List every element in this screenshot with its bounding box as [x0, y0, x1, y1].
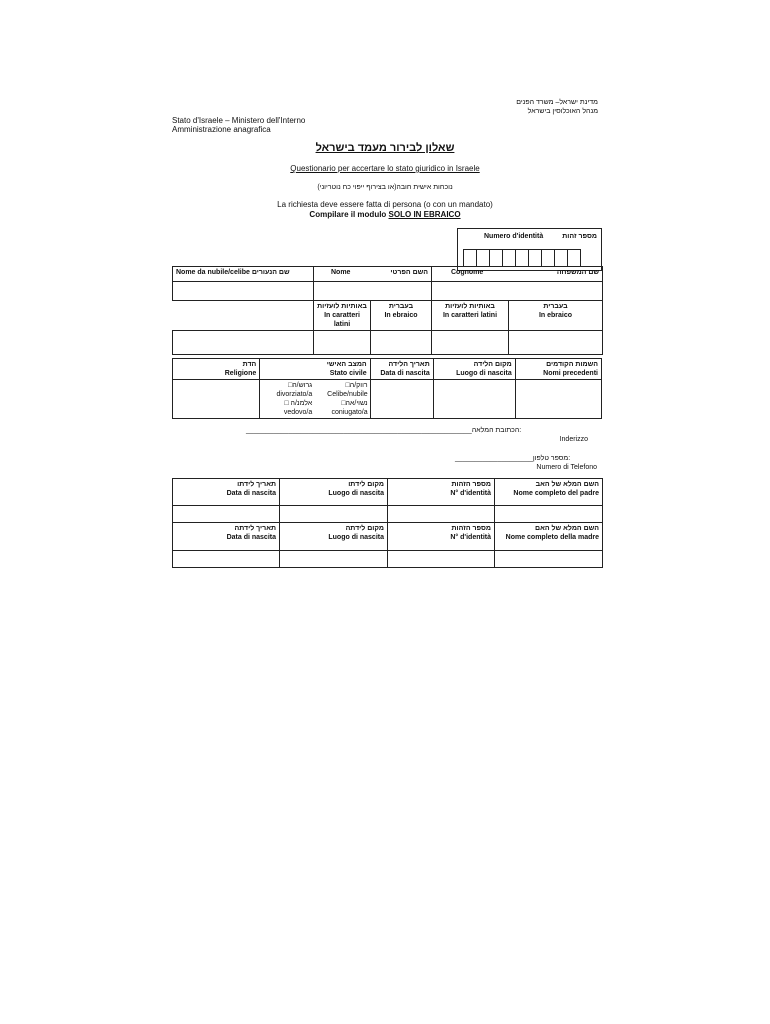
father-birth-place-header: מקום לידתו Luogo di nascita: [280, 479, 388, 506]
mother-birth-date-field[interactable]: [173, 551, 280, 568]
first-name-header: Nome השם הפרטי: [314, 267, 432, 282]
title-italian: Questionario per accertare lo stato giuridico in Israele: [290, 164, 480, 173]
married-checkbox[interactable]: □נשוי/אה: [341, 400, 368, 407]
divorced-checkbox[interactable]: □גרוש/ה: [288, 382, 313, 389]
id-digit-field[interactable]: [502, 249, 516, 267]
header-hebrew: [440, 98, 598, 116]
mother-table: [172, 522, 603, 568]
address-label-it: Inderizzo: [559, 436, 588, 443]
last-hebrew-header: בעברית In ebraico: [509, 301, 603, 331]
father-birth-place-field[interactable]: [280, 506, 388, 523]
header-italian: [172, 116, 372, 134]
widowed-checkbox[interactable]: □ אלמנ/ה: [284, 400, 313, 407]
previous-names-header: השמות הקודמים Nomi precedenti: [515, 359, 601, 380]
widowed-label: vedovo/a: [283, 409, 313, 416]
first-hebrew-header: בעברית In ebraico: [371, 301, 432, 331]
note-italian: La richiesta deve essere fatta di persona (o con un mandato): [277, 200, 493, 209]
birth-date-header: תאריך הלידה Data di nascita: [370, 359, 433, 380]
mother-id-field[interactable]: [388, 551, 495, 568]
last-name-field[interactable]: [432, 282, 603, 301]
id-digit-field[interactable]: [541, 249, 555, 267]
last-latin-field[interactable]: [432, 331, 509, 355]
first-hebrew-field[interactable]: [371, 331, 432, 355]
single-checkbox[interactable]: □רווק/ה: [345, 382, 368, 389]
phone-label-he: מספר טלפון:: [532, 455, 571, 462]
instruction-emph: SOLO IN EBRAICO: [388, 210, 461, 219]
last-hebrew-field[interactable]: [509, 331, 603, 355]
mother-name-field[interactable]: [495, 551, 603, 568]
note-hebrew: נוכחות אישית חובה(או בצירוף ייפוי כח נוטריוני): [317, 184, 453, 191]
id-digit-field[interactable]: [476, 249, 490, 267]
address-label-he: הכתובת המלאה:: [471, 427, 522, 434]
phone-label-it: Numero di Telefono: [536, 464, 597, 471]
names-table: [172, 266, 603, 355]
header-it-line2: Amministrazione anagrafica: [172, 125, 271, 134]
id-digit-field[interactable]: [567, 249, 581, 267]
id-digit-field[interactable]: [528, 249, 542, 267]
mother-name-header: השם המלא של האם Nome completo della madre: [495, 523, 603, 551]
mother-id-header: מספר הזהות N° d'identità: [388, 523, 495, 551]
header-he-line2: מנהל האוכלוסין בישראל: [527, 108, 598, 115]
married-label: coniugato/a: [331, 409, 368, 416]
birth-date-field[interactable]: [370, 380, 433, 419]
mother-birth-place-header: מקום לידתה Luogo di nascita: [280, 523, 388, 551]
divorced-label: divorziato/a: [276, 391, 313, 398]
father-birth-date-header: תאריך לידתו Data di nascita: [173, 479, 280, 506]
maiden-name-field[interactable]: [173, 282, 314, 301]
first-name-field[interactable]: [314, 282, 432, 301]
birth-place-field[interactable]: [433, 380, 515, 419]
id-label-he: מספר זהות: [562, 233, 597, 240]
religion-field[interactable]: [173, 380, 260, 419]
id-number-box: [457, 228, 602, 271]
last-latin-header: באותיות לועזיות In caratteri latini: [432, 301, 509, 331]
single-label: Celibe/nubile: [327, 391, 368, 398]
header-it-line1: Stato d'Israele – Ministero dell'Interno: [172, 116, 306, 125]
previous-names-field[interactable]: [515, 380, 601, 419]
id-digit-field[interactable]: [515, 249, 529, 267]
father-name-header: השם המלא של האב Nome completo del padre: [495, 479, 603, 506]
header-he-line1: מדינת ישראל– משרד הפנים: [516, 99, 598, 106]
phone-line[interactable]: ____________________מספר טלפון:: [455, 455, 571, 462]
first-latin-field[interactable]: [314, 331, 371, 355]
father-id-header: מספר הזהות N° d'identità: [388, 479, 495, 506]
id-digit-field[interactable]: [463, 249, 477, 267]
instruction-prefix: Compilare il modulo: [309, 210, 389, 219]
maiden-name-header: Nome da nubile/celibe שם הנעורים: [173, 267, 314, 282]
first-latin-header: באותיות לועזיות In caratteri latini: [314, 301, 371, 331]
last-name-header: Cognome שם המשפחה: [432, 267, 603, 282]
mother-birth-date-header: תאריך לידתה Data di nascita: [173, 523, 280, 551]
religion-header: הדת Religione: [173, 359, 260, 380]
mother-birth-place-field[interactable]: [280, 551, 388, 568]
maiden-name-field-extra[interactable]: [173, 331, 314, 355]
civil-status-options: [260, 380, 370, 419]
father-id-field[interactable]: [388, 506, 495, 523]
father-birth-date-field[interactable]: [173, 506, 280, 523]
title-hebrew: שאלון לבירור מעמד בישראל: [315, 142, 455, 154]
instruction: [200, 210, 570, 219]
id-digit-field[interactable]: [554, 249, 568, 267]
address-line[interactable]: __________________________________________________________הכתובת המלאה:: [246, 427, 522, 434]
birth-place-header: מקום הלידה Luogo di nascita: [433, 359, 515, 380]
civil-status-header: המצב האישי Stato civile: [260, 359, 370, 380]
father-name-field[interactable]: [495, 506, 603, 523]
id-label-it: Numero d'identità: [484, 233, 544, 240]
father-table: [172, 478, 603, 523]
id-digit-field[interactable]: [489, 249, 503, 267]
status-table: [172, 358, 602, 419]
